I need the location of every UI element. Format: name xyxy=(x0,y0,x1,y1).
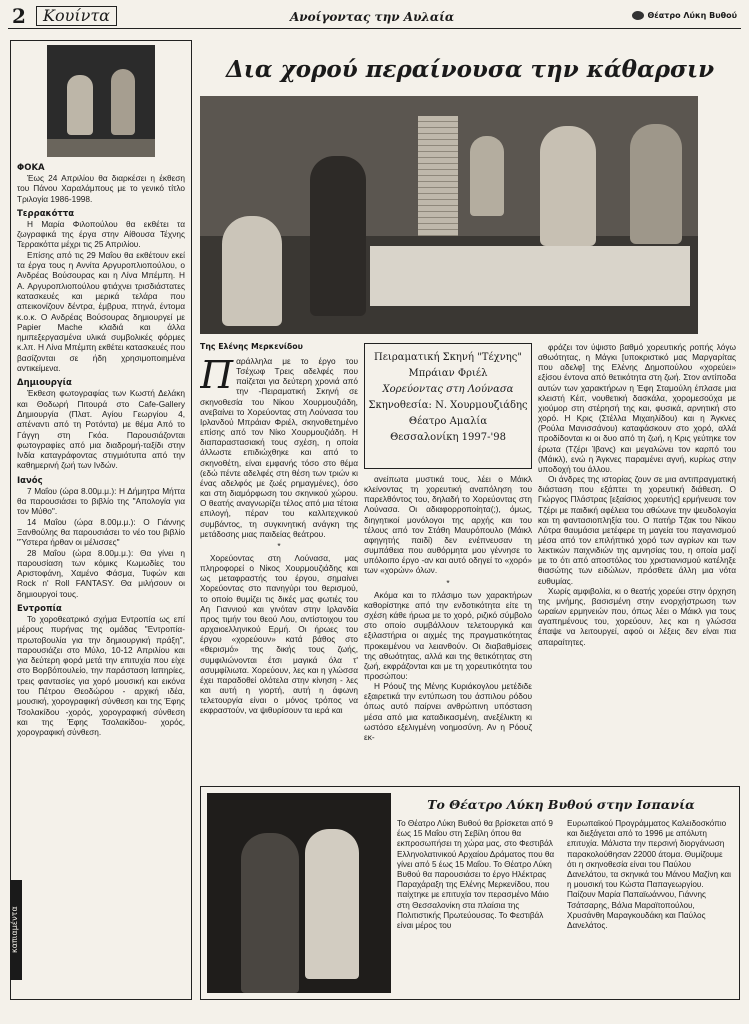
sidebar-text: Επίσης από τις 29 Μαΐου θα εκθέτουν εκεί τα έργα τους η Αννίτα Αργυροπλιοπούλου, ο Ανδρέας Βούσουρας και η Λίνα Μπέμπη. Η Α. Αργυροπλιοπούλου φτιάχνει τρισδιάστατες κατασκευές και μερικά τελάρα που απεικονίζουν δέντρα, έμβρυα, πτηνά, έντομα κ.ο.κ. Ο Ανδρέας Βούσουρας δημιουργεί με Papier Mache κλαδιά και άλλα ημιπεξεργασμένα υλικά συμβολικές φόρμες κ.λπ. Η Λίνα Μπέμπη εκθέτει κατασκευές που βασίζονται σε ήδη χρησιμοποιημένα αντικείμενα. xyxy=(17,249,185,374)
sidebar-text: Έκθεση φωτογραφίας των Κωστή Δελάκη και Θοδωρή Πιτουρά στο Cafe-Gallery Δημιουργία (Πλατ. Αγίου Γεωργίου 4, απέναντι από τη Ροτόντα) με θέμα Από το Γάγγη στη Γκόα. Παρουσιάζονται φωτογραφίες από μια διαδρομή-ταξίδι στην Ινδία καταγράφοντας στιγμιότυπα από την καθημερινή ζωή των Ινδών. xyxy=(17,388,185,471)
infobox-line: Χορεύοντας στη Λούνασα xyxy=(382,384,514,395)
spain-notice-box xyxy=(200,786,740,1000)
article-paragraph xyxy=(200,356,358,539)
article-paragraph: ανείπωτα μυστικά τους, λέει ο Μάικλ κλείνοντας τη χορευτική αναπόληση του παρελθόντος του, δηλαδή το Χορεύοντας στη Λούνασα. Οι αδιαφορροποίητα(;), όμως, διηγητικοί μονόλογοι της αρχής και του τέλους από τον Στάθη Μαυρόπουλο (Μάικλ αφηγητής παιδί) δεν ενέπνευσαν τη συμπάθεια που αυθόρμητα μου γέννησε το υπόλοιπο έργο -αν και αυτό οδηγεί το «χορό» των «χορών» όλων. xyxy=(364,474,532,576)
section-separator: * xyxy=(446,577,450,588)
spain-text: Ευρωπαϊκού Προγράμματος Καλειδοσκόπιο και διεξάγεται από το 1996 με απόλυτη επιτυχία. Μάλιστα την περσινή διοργάνωση παρακολούθησαν 22000 άτομα. Θυμίζουμε ότι η σκηνοθεσία είναι του Παύλου Δανελάτου, τα σκηνικά του Μάνου Μαζίνη και η μουσική του Κώστα Παπαγεωργίου. Παίζουν Μαρία Παπαϊωάννου, Γιάννης Τσάτσαρης, Βάλια Μαραϊτοπούλου, Χρυσάνθη Μαραγκουδάκη και Παύλος Δανελάτος. xyxy=(567,819,731,931)
production-infobox xyxy=(364,343,532,469)
article-column-1 xyxy=(200,356,358,780)
article-paragraph: Χορεύοντας στη Λούνασα, μας πληροφορεί ο Νίκος Χουρμουζιάδης και ως μεταφραστής του έργου, σημαίνει Χορεύοντας στο πανηγύρι του θερισμού, το οποίο θυμίζει τις δικές μας φωτιές του Αη Γιαννιού και γινόταν στην Ιρλανδία προς τιμήν του θεού Λου, αντίστοιχου του αρχαιοελληνικού Ερμή. Οι ήρωες του έργου «χορεύουν» κατά βάθος στο «θερισμό» της δικής τους ζωής, συμφιλιώνονται έτσι μαγικά όλα τ' ασυμφίλιωτα. Χορεύουν, λες και η γλώσσα έχει παραδοθεί ολότελα στην κίνηση - λες και αυτή η γιορτή, αυτή η άφωνη τελετουργία είναι ο μόνος τρόπος να εκφραστούν, να ψιθυρίσουν τα ιερά και xyxy=(200,552,358,716)
article-paragraph: Η Ρόουζ της Μένης Κυριάκογλου μετέδιδε εξαιρετικά την εντύπωση του άσπιλου ρόδου όπως αυτό παίρνει ανθρώπινη υπόσταση μέσα από μια καταδικασμένη, ανεξέλικτη κι ωστόσο εξελιγμένη νοημοσύνη. Αν η Ρόουζ εκ- xyxy=(364,681,532,742)
infobox-line: Μπράιαν Φριέλ xyxy=(408,368,488,379)
sidebar-heading: Ιανός xyxy=(17,475,43,486)
infobox-line: Θεσσαλονίκη 1997-'98 xyxy=(390,432,506,443)
article-paragraph-text: αράλληλα με το έργο του Τσέχωφ Τρεις αδελφές που παίζεται για δεύτερη χρονιά από την -Πειραματική Σκηνή σε σκηνοθεσία του Νίκου Χουρμουζιάδη, ανεβαίνει το Χορεύοντας στη Λούνασα του Ιρλανδού Μπράιαν Φριέλ, σκηνοθετημένο επίσης από τον Νίκο Χουρμουζιάδη. Η διαπαραστασιακή τους σχέση, η οποία άλλωστε επιδιώχθηκε και από το σκηνοθέτη, είναι εμφανής τόσο στο θέμα (εδώ πέντε αδελφές στη θέση των τριών κι ένας αδελφός με ζωές ρημαγμένες), όσο και στη διαμόρφωση του σκηνικού χώρου. Ο θεατής αναγνωρίζει τέλος από μια τέτοια επιλογή, πέραν του καλλιτεχνικού συμβάντος, τη συγκινητική ανάγκη της μετάδοσης μιας παιδείας θεάτρου. xyxy=(200,356,358,539)
sidebar-illustration xyxy=(47,45,155,157)
sidebar-entries xyxy=(17,163,185,738)
sidebar-text: 7 Μαΐου (ώρα 8.00μ.μ.): Η Δήμητρα Μήττα θα παρουσιάσει το βιβλίο της "Απολογία για τον Μύθο". xyxy=(17,485,185,517)
stage-photo xyxy=(200,96,698,334)
byline: Της Ελένης Μερκενίδου xyxy=(200,342,303,351)
spain-photo xyxy=(207,793,391,993)
section-title: Ανοίγοντας την Αυλαία xyxy=(290,10,455,24)
sidebar-text: Το χοροθεατρικό σχήμα Εντροπία ως επί μέρους πυρήνας της ομάδας "Εντροπία-πρωτοβουλία για την δημιουργική πράξη", παρουσιάζει στο Μύλο, 10-12 Απριλίου και για δεύτερη φορά μετά την επιτυχία που είχε στο Βορβόπουλείο, την παράσταση Ιαπηρίες, τρεις φαντασίες για χορό μουσική και εικόνα του Πέτρου Θεοδώρου - αρχική ιδέα, μουσική, χορογραφική σύνθεση και της Έφης Τσολακίδου -χορός, χορογραφική σύνθεση και της Έφης Τσολακίδου- χορός, χορογραφική σύνθεση. xyxy=(17,613,185,738)
theatre-name xyxy=(632,11,737,20)
infobox-line: Σκηνοθεσία: Ν. Χουρμουζιάδης xyxy=(368,400,528,411)
page-number: 2 xyxy=(12,4,26,28)
theatre-name-text: Θέατρο Λύκη Βυθού xyxy=(647,11,737,20)
sidebar-text: Η Μαρία Φιλοπούλου θα εκθέτει τα ζωγραφικά της έργα στην Αίθουσα Τέχνης Τερρακόττα μέχρι τις 25 Απριλίου. xyxy=(17,218,185,250)
spain-column-1 xyxy=(397,819,559,995)
sidebar-listings xyxy=(10,40,192,1000)
page-header xyxy=(8,4,741,29)
sidebar-heading: Εντροπία xyxy=(17,603,62,614)
article-paragraph: Οι άνδρες της ιστορίας ζουν σε μια αντιπραγματική διάσταση που εξάπτει τη χορευτική διάθεση. Ο Γιώργος Πλάστρας [εξαίσιος χορευτής] ερμήνευσε τον Τζέρι με παιδική αφέλεια του αθώωνε την ψευδολογία και τη φαντασιοπληξία του. Ο πατήρ Τζακ του Νίκου Λύτρα θαυμάσια μετέφερε τη μαγεία του παγανισμού μέσα από τον επιλήπτικό χορό των αγρίων και των λεκτικών παιχνιδιών της αμνησίας του, η οποία μαζί με το ότι από αποστόλος του χριστιανισμού κατέληξε θιασώτης των ειδώλων, πρόσθετε άλλη μια νότα ευθυμίας. xyxy=(538,474,736,586)
sidebar-text: 28 Μαΐου (ώρα 8.00μ.μ.): Θα γίνει η παρουσίαση των κόμικς Κωμωδίες του Αριστοφάνη, Χαμένο Φάσμα, Τυφών και Rock n' Roll FANTASY. Θα μιλήσουν οι δημιουργοί τους. xyxy=(17,547,185,599)
section-separator: * xyxy=(277,540,281,551)
sidebar-heading: Δημιουργία xyxy=(17,378,72,389)
sidebar-text: 14 Μαΐου (ώρα 8.00μ.μ.): Ο Γιάννης Ξανθούλης θα παρουσιάσει το νέο του βιβλίο "Ύστερα ήρθαν οι μέλισσες" xyxy=(17,516,185,548)
article-paragraph: Χωρίς αμφιβολία, κι ο θεατής χορεύει στην όρχηση της μνήμης, βασισμένη στην ενορχήστρωση των ωραίων ερμηνειών που, όπως λέει ο Μάικλ για τους αγαπημένους του, χορεύουν, λες και η γλώσσα έπαψε να λειτουργεί, αφού οι λέξεις δεν είναι πια απαραίτητες. xyxy=(538,585,736,647)
brand-logo: Κουίντα xyxy=(36,6,117,26)
theatre-logo-icon xyxy=(632,11,644,20)
article-paragraph: φράζει τον ύψιστο βαθμό χορευτικής ροπής λόγω αθωότητας, η Μάγκι [υποκριστικό μας Μαργαρίτας που αδελφ] της Ελένης Δημοπούλου «χορεύει» εξίσου έντονα από θετικότητα στη ζωή. Στον αντίποδα αυτών των χαρακτήρων η Έφη Σταμούλη έπλασε μια κλειστή Κέιτ, νουθετική δασκάλα, χορομεσούχα με χιούμορ στη στέρησή της και, φυσικά, αρνητική στο χορό. Η Κρις (Στέλλα Μιχαηλίδου) και η Άγκνες (Ρούλα Μανισσάνου) καταφάσκουν στο χορό, αλλά προδίδονται κι οι δυο από τη ζωή, η Κρις γεύτηκε τον έρωτα (Τζέρι Ίβανς) και μεγαλώνει τον καρπό του (Μάικλ), ενώ η Άγκνες παραμένει αγνή, κυρίως στην υποδοχή του άλλου. xyxy=(538,342,736,474)
sidebar-heading: Τερρακόττα xyxy=(17,208,75,219)
spain-column-2 xyxy=(567,819,733,995)
sidebar-text: Έως 24 Απριλίου θα διαρκέσει η έκθεση του Πάνου Χαραλάμπους με το γενικό τίτλο Τριλογία 1986-1998. xyxy=(17,173,185,204)
infobox-line: Θέατρο Αμαλία xyxy=(408,416,488,427)
drop-cap: Π xyxy=(200,356,234,397)
spain-text: Το Θέατρο Λύκη Βυθού θα βρίσκεται από 9 έως 15 Μαΐου στη Σεβίλη όπου θα εκπροσωπήσει τη χώρα μας, στο Φεστιβάλ Ελληνολατινικού Αρχαίου Δράματος που θα γίνει από 5 έως 15 Μαΐου. Το Θέατρο Λύκη Βυθού θα παρουσιάσει το έργο Ηλέκτρας Παραχάραξη της Ελένης Μερκενίδου, που παίχτηκε με επιτυχία τον περασμένο Μάιο στη Θεσσαλονίκη στα πλαίσια της Πολιτιστικής Πρωτεύουσας. Το Φεστιβάλ είναι μέρος του xyxy=(397,819,555,931)
infobox-line: Πειραματική Σκηνή "Τέχνης" xyxy=(374,352,522,363)
spain-title: Το Θέατρο Λύκη Βυθού στην Ισπανία xyxy=(427,797,695,812)
article-column-3 xyxy=(538,342,736,780)
sidebar-heading: ΦΟΚΑ xyxy=(17,163,45,173)
vertical-label: καπιαμέντα xyxy=(10,880,22,980)
article-headline: Δια χορού περαίνουσα την κάθαρσιν xyxy=(225,56,715,83)
article-paragraph: Ακόμα και το πλάσιμο των χαρακτήρων καθορίστηκε από την ενδοτικότητα είτε τη σχέση κάθε ήρωα με το χορό, ριζικό σύμβολο στο οποίο συμβάλλουν τελετουργικά και εξιλαστήρια οι αιχμές της πραγματικότητας προκειμένου να λειανθούν. Οι διαβαθμίσεις της αθωότητας, αλλά και της θετικότητας στη ζωή, εκφράζονται και με τη χορευτικότητα του προσώπου: xyxy=(364,589,532,681)
article-column-2 xyxy=(364,474,532,780)
